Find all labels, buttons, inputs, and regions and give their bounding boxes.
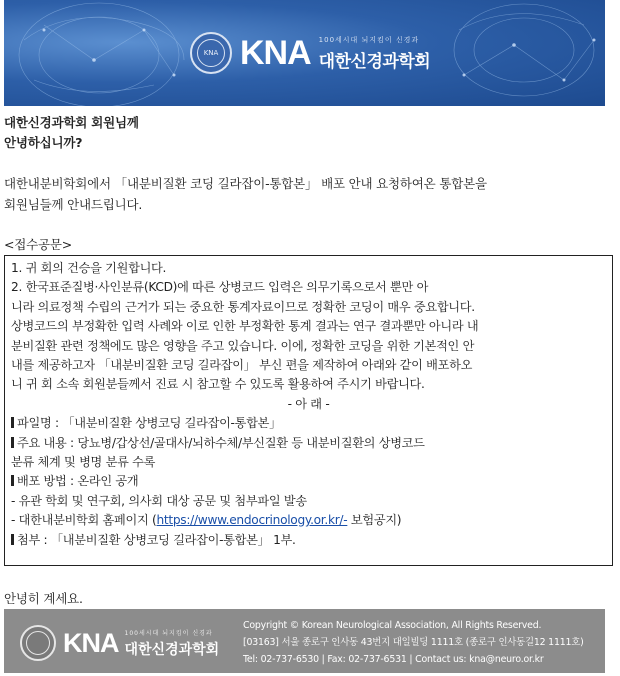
footer-seal-icon <box>20 625 56 661</box>
method-item-2 <box>11 511 606 530</box>
footer-logo-kna: KNA <box>63 628 119 658</box>
header-logo <box>190 32 430 74</box>
endocrinology-link[interactable]: https://www.endocrinology.or.kr/- <box>156 513 348 528</box>
intro-line-1: 대한내분비학회에서 「내분비질환 코딩 길라잡이-통합본」 배포 안내 요청하여온 통합본을 <box>4 176 487 191</box>
logo-slogan: 100세시대 뇌지킴이 신경과 <box>318 35 420 44</box>
logo-kna: KNA <box>240 34 311 72</box>
notice-line: 내를 제공하고자 「내분비질환 코딩 길라잡이」 부신 편을 제작하여 아래와 같이 배포하오 <box>11 358 473 373</box>
footer-address: [03163] 서울 종로구 인사동 43번지 대일빌딩 1111호 (종로구 인사동길12 1111호) <box>243 637 584 648</box>
notice-line: 니라 의료정책 수립의 근거가 되는 중요한 통계자료이므로 정확한 코딩이 매우 중요합니다. <box>11 299 475 314</box>
notice-line: 1. 귀 회의 건승을 기원합니다. <box>11 261 167 275</box>
distribution-method: 배포 방법 : 온라인 공개 <box>11 472 606 491</box>
footer-slogan: 100세시대 뇌지킴이 신경과 <box>124 629 213 637</box>
greeting-line-1: 대한신경과학회 회원님께 <box>4 115 139 130</box>
notice-box <box>4 255 613 566</box>
main-content-1: 주요 내용 : 당뇨병/갑상선/골대사/뇌하수체/부신질환 등 내분비질환의 상병코드 <box>11 434 606 453</box>
below-title: - 아 래 - <box>287 396 330 411</box>
closing: 안녕히 계세요. <box>4 591 83 606</box>
seal-text: KNA <box>197 39 225 67</box>
method-item-2-suffix: 보험공지) <box>347 513 402 528</box>
notice-line: 니 귀 회 소속 회원분들께서 진료 시 참고할 수 있도록 활용하여 주시기 바랍니다. <box>11 377 425 392</box>
greeting-line-2: 안녕하십니까? <box>4 135 83 150</box>
footer-org-name: 대한신경과학회 <box>124 641 220 658</box>
notice-line: 분비질환 관련 정책에도 많은 영향을 주고 있습니다. 이에, 정확한 코딩을 위한 기본적인 안 <box>11 338 475 353</box>
association-seal-icon <box>190 32 232 74</box>
notice-line: 2. 한국표준질병·사인분류(KCD)에 따른 상병코드 입력은 의무기록으로서 뿐만 아 <box>11 280 429 295</box>
method-item-2-prefix: - 대한내분비학회 홈페이지 ( <box>11 513 157 528</box>
attachment: 첨부 : 「내분비질환 상병코딩 길라잡이-통합본」 1부. <box>11 531 606 550</box>
header-banner <box>4 0 605 106</box>
section-label: <접수공문> <box>4 237 73 252</box>
logo-org-name: 대한신경과학회 <box>318 51 431 72</box>
method-item-1: - 유관 학회 및 연구회, 의사회 대상 공문 및 첨부파일 발송 <box>11 493 307 508</box>
footer <box>4 609 605 673</box>
footer-info <box>243 617 584 668</box>
file-name: 파일명 : 「내분비질환 상병코딩 길라잡이-통합본」 <box>11 414 606 433</box>
footer-copyright: Copyright © Korean Neurological Association, All Rights Reserved. <box>243 620 542 631</box>
footer-contact: Tel: 02-737-6530 | Fax: 02-737-6531 | Contact us: kna@neuro.or.kr <box>243 654 544 665</box>
main-content-2: 분류 체계 및 병명 분류 수록 <box>11 455 156 470</box>
footer-logo <box>20 625 219 661</box>
notice-line: 상병코드의 부정확한 입력 사례와 이로 인한 부정확한 통계 결과는 연구 결과뿐만 아니라 내 <box>11 319 479 334</box>
intro-line-2: 회원님들께 안내드립니다. <box>4 197 143 212</box>
